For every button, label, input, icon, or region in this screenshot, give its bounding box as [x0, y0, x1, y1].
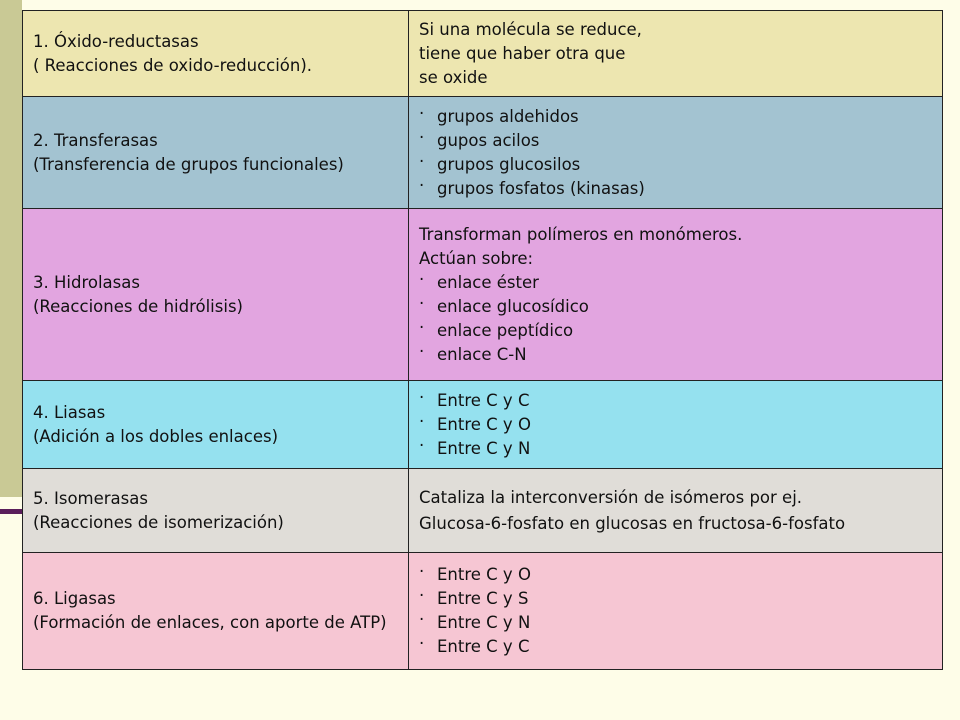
bullet-icon: · [419, 293, 425, 313]
list-item-text: Entre C y N [437, 438, 531, 458]
list-item [419, 611, 932, 635]
enzyme-detail-cell [409, 11, 943, 97]
enzyme-class-description: (Reacciones de isomerización) [33, 512, 284, 532]
list-item-text: Entre C y S [437, 589, 529, 608]
enzyme-class-title: 1. Óxido-reductasas [33, 31, 199, 51]
list-item [419, 413, 932, 437]
bullet-icon: · [419, 387, 425, 407]
enzyme-class-title: 5. Isomerasas [33, 488, 148, 508]
list-item [419, 319, 932, 343]
bullet-icon: · [419, 269, 425, 289]
bullet-icon: · [419, 634, 425, 653]
list-item [419, 343, 932, 367]
table-row [23, 469, 943, 553]
enzyme-class-cell [23, 209, 409, 381]
enzyme-classes-table [22, 10, 943, 670]
enzyme-class-description: (Transferencia de grupos funcionales) [33, 154, 344, 174]
enzyme-class-description: ( Reacciones de oxido-reducción). [33, 55, 313, 75]
list-item [419, 437, 932, 461]
enzyme-class-cell [23, 553, 409, 670]
enzyme-detail-cell [409, 381, 943, 469]
enzyme-class-title: 3. Hidrolasas [33, 272, 140, 292]
enzyme-class-cell [23, 11, 409, 97]
detail-line: se oxide [419, 67, 488, 87]
list-item [419, 129, 932, 153]
bullet-icon: · [419, 151, 425, 171]
table-row [23, 553, 943, 670]
bullet-icon: · [419, 175, 425, 195]
table-row [23, 381, 943, 469]
enzyme-detail-cell [409, 209, 943, 381]
table-row [23, 209, 943, 381]
bullet-icon: · [419, 411, 425, 431]
list-item-text: enlace glucosídico [437, 296, 589, 316]
list-item-text: enlace éster [437, 272, 539, 292]
list-item [419, 105, 932, 129]
enzyme-class-cell [23, 381, 409, 469]
detail-line: Transforman polímeros en monómeros. [419, 224, 743, 244]
bullet-icon: · [419, 341, 425, 361]
list-item [419, 587, 932, 611]
list-item-text: grupos fosfatos (kinasas) [437, 178, 645, 198]
enzyme-class-cell [23, 97, 409, 209]
list-item-text: Entre C y O [437, 565, 531, 584]
list-item-text: Entre C y C [437, 637, 530, 656]
list-item-text: grupos aldehidos [437, 106, 579, 126]
detail-line: Si una molécula se reduce, [419, 19, 642, 39]
bullet-icon: · [419, 127, 425, 147]
list-item [419, 177, 932, 201]
enzyme-class-cell [23, 469, 409, 553]
detail-line: Glucosa-6-fosfato en glucosas en fructosa-6-fosfato [419, 513, 846, 533]
list-item-text: Entre C y O [437, 414, 531, 434]
table-row [23, 97, 943, 209]
bullet-icon: · [419, 435, 425, 455]
decorative-side-bar [0, 0, 22, 497]
list-item-text: Entre C y N [437, 613, 531, 632]
list-item [419, 563, 932, 587]
detail-line: Cataliza la interconversión de isómeros por ej. [419, 487, 803, 507]
enzyme-class-title: 6. Ligasas [33, 589, 116, 608]
list-item [419, 295, 932, 319]
bullet-icon: · [419, 610, 425, 629]
list-item [419, 635, 932, 659]
bullet-icon: · [419, 317, 425, 337]
list-item [419, 153, 932, 177]
enzyme-class-description: (Adición a los dobles enlaces) [33, 426, 279, 446]
enzyme-class-title: 4. Liasas [33, 402, 106, 422]
list-item [419, 389, 932, 413]
list-item [419, 271, 932, 295]
list-item-text: gupos acilos [437, 130, 540, 150]
list-item-text: grupos glucosilos [437, 154, 581, 174]
enzyme-detail-cell [409, 553, 943, 670]
detail-line: tiene que haber otra que [419, 43, 626, 63]
enzyme-class-title: 2. Transferasas [33, 130, 158, 150]
bullet-icon: · [419, 586, 425, 605]
detail-line: Actúan sobre: [419, 248, 534, 268]
enzyme-class-description: (Formación de enlaces, con aporte de ATP) [33, 613, 387, 632]
bullet-icon: · [419, 562, 425, 581]
enzyme-detail-cell [409, 97, 943, 209]
list-item-text: Entre C y C [437, 390, 530, 410]
list-item-text: enlace peptídico [437, 320, 574, 340]
bullet-icon: · [419, 103, 425, 123]
table-row [23, 11, 943, 97]
enzyme-detail-cell [409, 469, 943, 553]
list-item-text: enlace C-N [437, 344, 527, 364]
enzyme-class-description: (Reacciones de hidrólisis) [33, 296, 243, 316]
